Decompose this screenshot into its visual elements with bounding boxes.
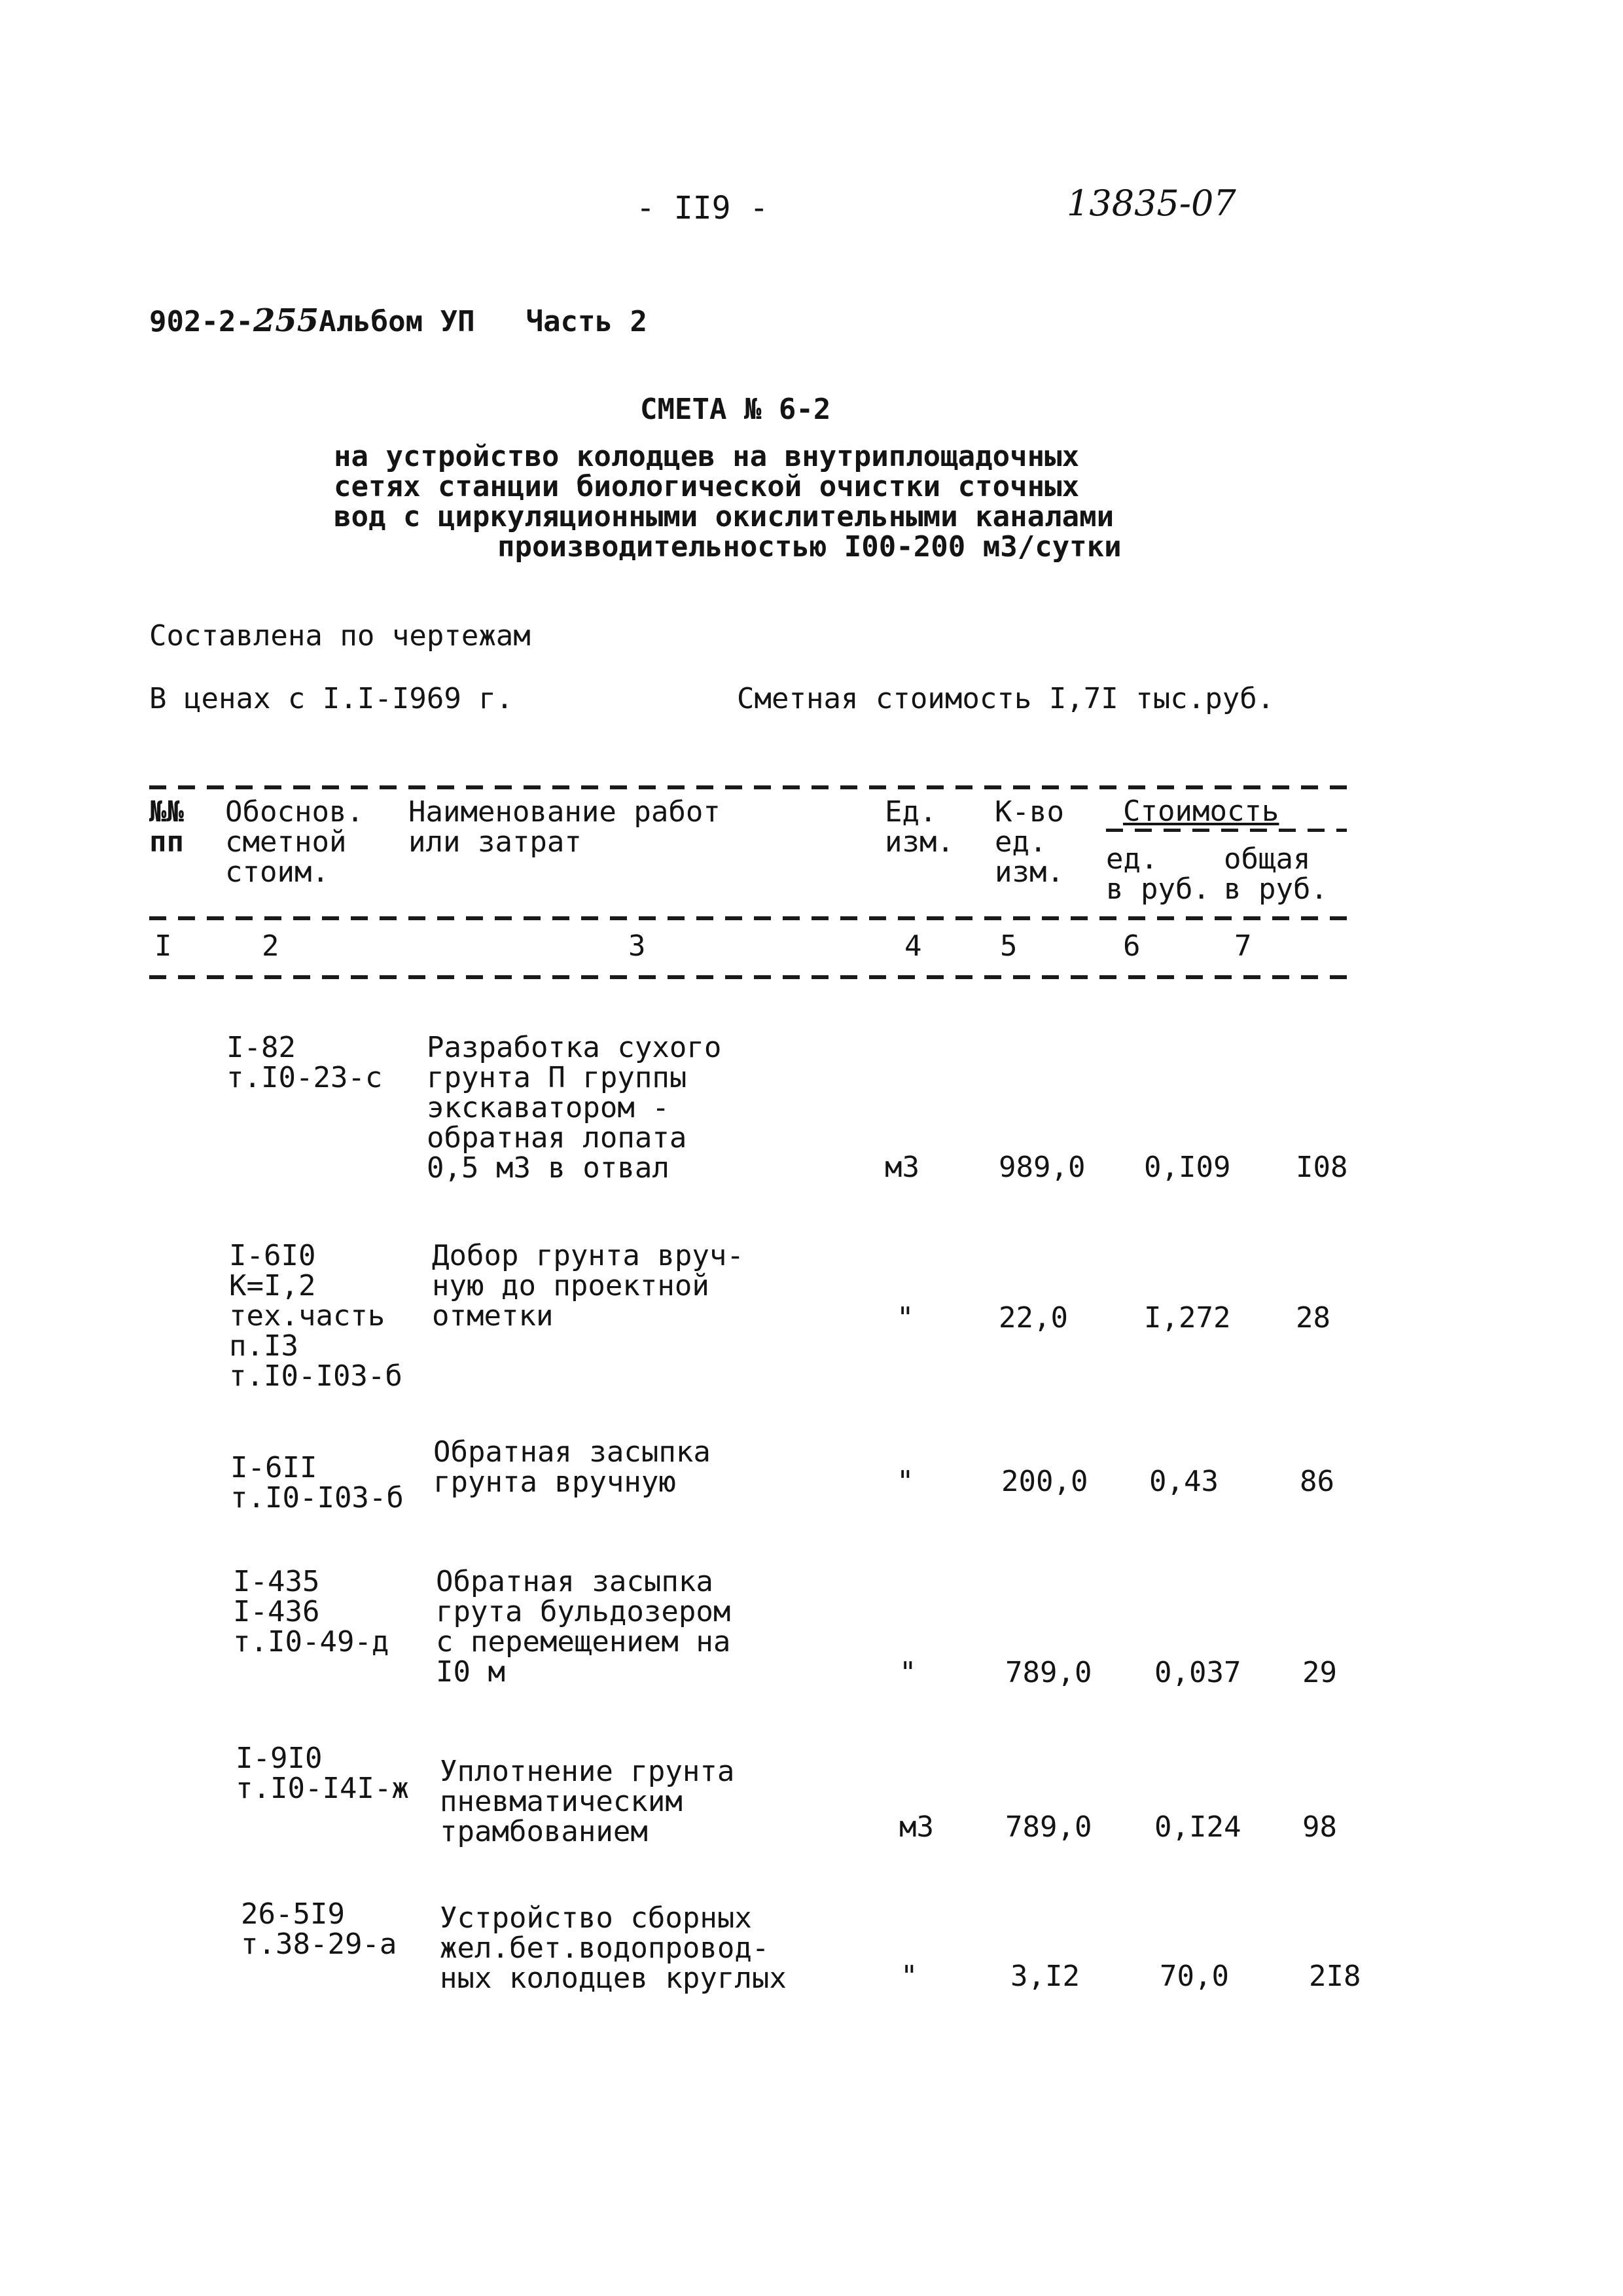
row-total-cost: 98 bbox=[1302, 1810, 1337, 1844]
header-col-unit-cost: ед. в руб. bbox=[1106, 842, 1210, 906]
row-basis: I-9I0 т.I0-I4I-ж bbox=[236, 1742, 409, 1805]
row-total-cost: 2I8 bbox=[1309, 1960, 1361, 1993]
row-work-name: Устройство сборных жел.бет.водопровод- ных колодцев круглых bbox=[440, 1901, 787, 1995]
handwritten-archive-code: 13835-07 bbox=[1067, 183, 1236, 224]
header-col-quantity: К-во ед. изм. bbox=[995, 795, 1064, 889]
row-quantity: 22,0 bbox=[999, 1301, 1068, 1335]
header-col-total-cost: общая в руб. bbox=[1224, 842, 1328, 906]
row-basis: I-82 т.I0-23-с bbox=[226, 1031, 383, 1094]
row-unit: " bbox=[897, 1301, 914, 1335]
project-code-handwritten: 255 bbox=[253, 302, 319, 339]
row-quantity: 989,0 bbox=[999, 1151, 1086, 1184]
row-total-cost: 28 bbox=[1296, 1301, 1330, 1335]
row-basis: I-6II т.I0-I03-б bbox=[230, 1451, 404, 1515]
row-unit: " bbox=[897, 1465, 914, 1498]
header-col-basis: Обоснов. сметной стоим. bbox=[225, 795, 364, 889]
estimated-cost: Сметная стоимость I,7I тыс.руб. bbox=[737, 682, 1275, 715]
row-unit: м3 bbox=[885, 1151, 919, 1184]
row-unit: " bbox=[899, 1656, 917, 1689]
row-unit-cost: 0,43 bbox=[1149, 1465, 1219, 1498]
page-number: - II9 - bbox=[636, 190, 769, 226]
column-number: 4 bbox=[904, 929, 922, 963]
row-work-name: Добор грунта вруч- ную до проектной отметки bbox=[432, 1239, 744, 1333]
subtitle-line-2: сетях станции биологической очистки сточных bbox=[334, 470, 1080, 503]
row-work-name: Уплотнение грунта пневматическим трамбованием bbox=[440, 1755, 735, 1848]
row-basis: I-435 I-436 т.I0-49-д bbox=[233, 1565, 389, 1659]
row-unit: " bbox=[901, 1960, 918, 1993]
column-number: 5 bbox=[1000, 929, 1018, 963]
row-unit-cost: 70,0 bbox=[1160, 1960, 1229, 1993]
part-label: Часть 2 bbox=[526, 305, 648, 338]
row-quantity: 789,0 bbox=[1005, 1810, 1092, 1844]
row-basis: 26-5I9 т.38-29-а bbox=[241, 1897, 397, 1961]
row-quantity: 3,I2 bbox=[1010, 1960, 1080, 1993]
row-total-cost: 86 bbox=[1300, 1465, 1334, 1498]
album-label: Альбом УП bbox=[319, 305, 475, 338]
column-number: 3 bbox=[628, 929, 646, 963]
row-work-name: Обратная засыпка грута бульдозером с перемещением на I0 м bbox=[436, 1565, 731, 1689]
header-cost-group: Стоимость bbox=[1123, 795, 1279, 828]
table-top-rule bbox=[149, 785, 1347, 789]
row-basis: I-6I0 К=I,2 тех.часть п.I3 т.I0-I03-б bbox=[229, 1239, 402, 1393]
project-line bbox=[149, 302, 648, 339]
row-unit: м3 bbox=[899, 1810, 934, 1844]
column-number: 7 bbox=[1234, 929, 1252, 963]
column-number: I bbox=[154, 929, 172, 963]
header-col-unit: Ед. изм. bbox=[885, 795, 954, 859]
column-number: 6 bbox=[1123, 929, 1141, 963]
column-number: 2 bbox=[262, 929, 279, 963]
row-total-cost: 29 bbox=[1302, 1656, 1337, 1689]
project-code-prefix: 902-2- bbox=[149, 305, 253, 338]
column-numbers-bottom-rule bbox=[149, 975, 1347, 979]
row-unit-cost: 0,I09 bbox=[1144, 1151, 1231, 1184]
row-quantity: 200,0 bbox=[1001, 1465, 1088, 1498]
estimate-title: СМЕТА № 6-2 bbox=[640, 393, 831, 426]
compiled-by: Составлена по чертежам bbox=[149, 619, 531, 653]
row-unit-cost: 0,037 bbox=[1154, 1656, 1241, 1689]
cost-group-rule bbox=[1106, 829, 1347, 832]
row-unit-cost: I,272 bbox=[1144, 1301, 1231, 1335]
subtitle-line-3: вод с циркуляционными окислительными каналами bbox=[334, 500, 1115, 533]
subtitle-line-1: на устройство колодцев на внутриплощадочных bbox=[334, 440, 1080, 473]
header-col-name: Наименование работ или затрат bbox=[408, 795, 721, 859]
row-unit-cost: 0,I24 bbox=[1154, 1810, 1241, 1844]
row-total-cost: I08 bbox=[1296, 1151, 1348, 1184]
row-work-name: Разработка сухого грунта П группы экскаватором - обратная лопата 0,5 м3 в отвал bbox=[427, 1031, 722, 1185]
column-numbers-top-rule bbox=[149, 916, 1347, 920]
row-quantity: 789,0 bbox=[1005, 1656, 1092, 1689]
header-col-number: №№ пп bbox=[149, 795, 184, 859]
subtitle-line-4: производительностью I00-200 м3/сутки bbox=[497, 530, 1122, 564]
prices-as-of: В ценах с I.I-I969 г. bbox=[149, 682, 514, 715]
row-work-name: Обратная засыпка грунта вручную bbox=[433, 1435, 711, 1499]
